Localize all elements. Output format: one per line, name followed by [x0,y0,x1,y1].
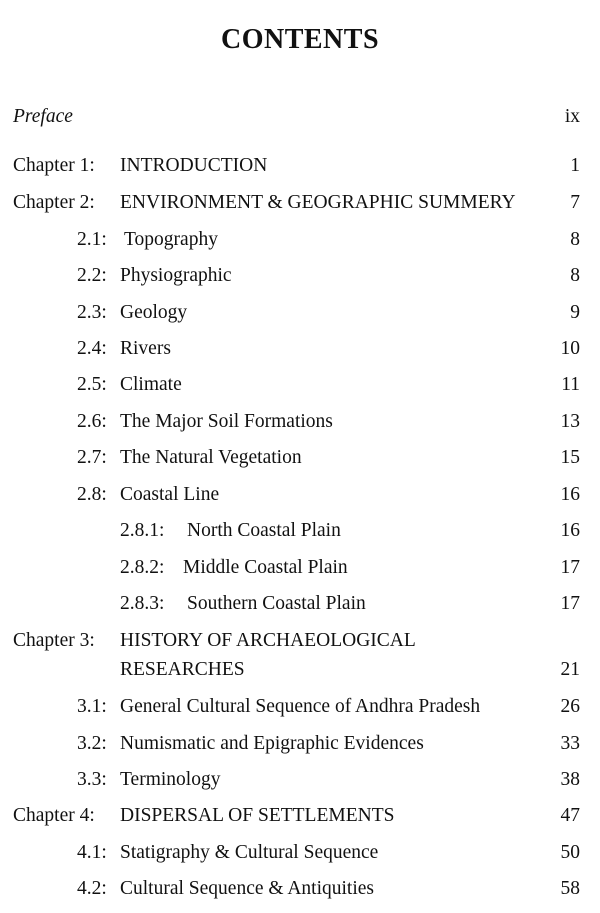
toc-entry-number: Chapter 2: [13,192,95,213]
toc-entry-text: General Cultural Sequence of Andhra Pradesh [120,696,481,717]
toc-entry-number: Chapter 4: [13,805,95,826]
toc-entry-number: 2.8.1: [120,520,165,541]
toc-entry[interactable] [0,263,600,289]
page-title: CONTENTS [220,24,380,55]
toc-entry-page: 33 [560,733,580,754]
toc-entry-page: 7 [570,192,580,213]
toc-entry[interactable] [0,190,600,216]
toc-entry[interactable] [0,300,600,326]
toc-entry-text: INTRODUCTION [120,155,268,176]
toc-entry[interactable] [0,876,600,902]
toc-entry-page: 10 [560,338,580,359]
toc-entry-text: ENVIRONMENT & GEOGRAPHIC SUMMERY [120,192,516,213]
toc-entry-text: Rivers [120,338,171,359]
toc-entry[interactable] [0,591,600,617]
toc-entry-page: ix [564,106,580,127]
toc-entry-text: North Coastal Plain [187,520,341,541]
toc-entry[interactable] [0,227,600,253]
toc-entry-number: 2.8.2: [120,557,165,578]
toc-entry-number: 4.1: [77,842,107,863]
toc-entry-page: 47 [560,805,580,826]
toc-entry-number: 3.3: [77,769,107,790]
toc-entry-number: 2.5: [77,374,107,395]
toc-entry[interactable] [0,555,600,581]
toc-entry-page: 9 [570,302,580,323]
toc-entry-number: 2.1: [77,229,107,250]
toc-entry-number: 2.7: [77,447,107,468]
toc-entry-number: 3.1: [77,696,107,717]
toc-entry-number: 2.6: [77,411,107,432]
toc-entry-text: HISTORY OF ARCHAEOLOGICAL [120,630,416,651]
toc-entry-number: Chapter 1: [13,155,95,176]
toc-entry-page: 16 [560,520,580,541]
toc-entry-number: 4.2: [77,878,107,899]
toc-entry-text: Topography [124,229,218,250]
toc-entry-text: The Major Soil Formations [120,411,333,432]
toc-entry[interactable] [0,518,600,544]
toc-entry[interactable] [0,840,600,866]
toc-entry[interactable] [0,372,600,398]
toc-entry-text: Numismatic and Epigraphic Evidences [120,733,424,754]
toc-entry-text: Southern Coastal Plain [187,593,366,614]
toc-entry-page: 1 [570,155,580,176]
toc-entry-text: RESEARCHES [120,659,245,680]
toc-entry-text: Physiographic [120,265,232,286]
toc-entry-page: 8 [570,265,580,286]
toc-entry-text: The Natural Vegetation [120,447,302,468]
toc-entry-text: Climate [120,374,182,395]
toc-entry-page: 58 [560,878,580,899]
toc-entry-text: Geology [120,302,188,323]
toc-entry-page: 17 [560,593,580,614]
toc-entry[interactable] [0,694,600,720]
toc-entry-text: Coastal Line [120,484,220,505]
toc-entry-number: 2.4: [77,338,107,359]
toc-entry-text: Cultural Sequence & Antiquities [120,878,375,899]
toc-entry-number: 2.3: [77,302,107,323]
toc-entry[interactable] [0,153,600,179]
toc-entry-page: 15 [560,447,580,468]
toc-entry-number: Chapter 3: [13,630,95,651]
toc-entry[interactable] [0,767,600,793]
toc-entry-page: 17 [560,557,580,578]
toc-entry[interactable] [0,482,600,508]
toc-entry-page: 11 [561,374,580,395]
toc-entry[interactable] [0,731,600,757]
toc-entry-preface[interactable] [0,104,600,130]
toc-entry-page: 21 [560,659,580,680]
toc-entry-text: Terminology [120,769,221,790]
toc-entry[interactable] [0,628,600,654]
toc-entry-page: 26 [560,696,580,717]
toc-entry-page: 50 [560,842,580,863]
toc-entry[interactable] [0,409,600,435]
toc-entry-number: 2.8: [77,484,107,505]
toc-entry-number: 2.8.3: [120,593,165,614]
toc-entry[interactable] [0,336,600,362]
toc-entry-number: 2.2: [77,265,107,286]
toc-entry-page: 38 [560,769,580,790]
toc-entry-continuation[interactable] [0,657,600,683]
toc-entry-text: Middle Coastal Plain [183,557,348,578]
toc-entry[interactable] [0,803,600,829]
toc-entry-text: DISPERSAL OF SETTLEMENTS [120,805,395,826]
toc-entry-page: 8 [570,229,580,250]
toc-entry-text: Statigraphy & Cultural Sequence [120,842,379,863]
toc-entry-number: 3.2: [77,733,107,754]
toc-entry-page: 16 [560,484,580,505]
toc-entry[interactable] [0,445,600,471]
toc-entry-page: 13 [560,411,580,432]
toc-entry-text: Preface [13,106,73,127]
